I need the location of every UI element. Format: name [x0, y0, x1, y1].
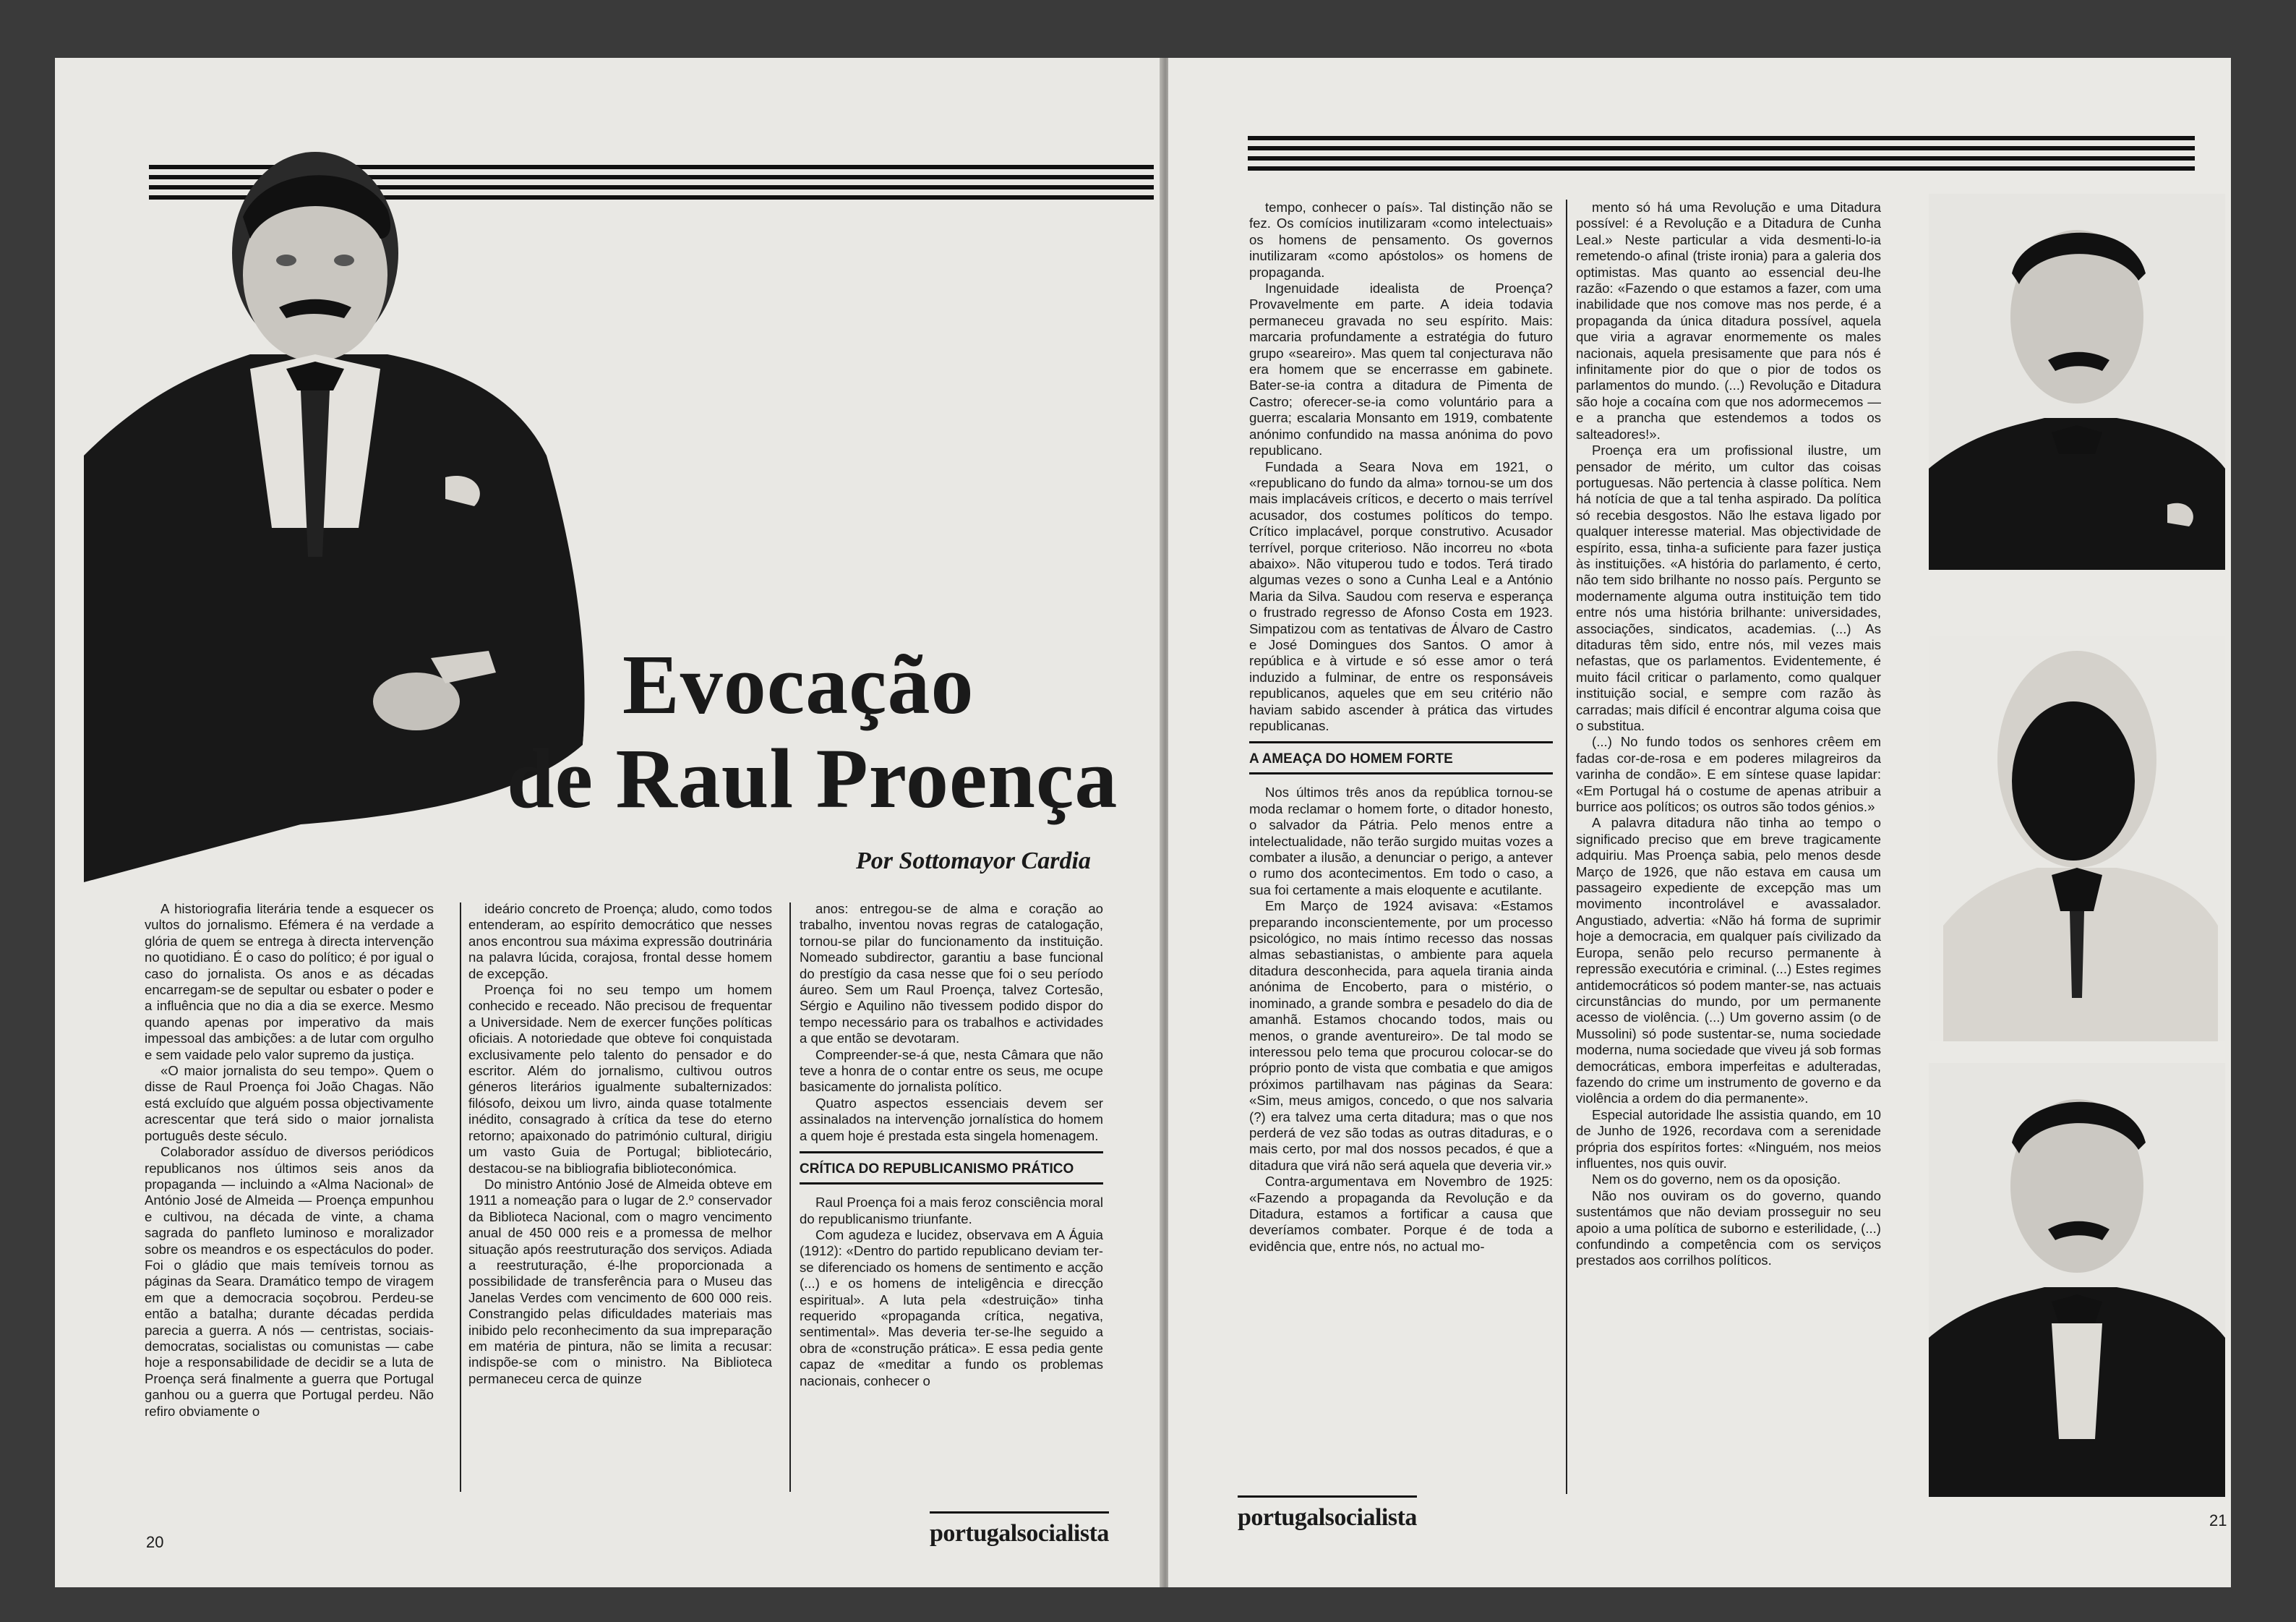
- paragraph: «O maior jornalista do seu tempo». Quem o disse de Raul Proença foi João Chagas. Não está excluído que alguém possa objectivamente acrescentar que terá sido o maior jornalista português deste século.: [145, 1063, 434, 1143]
- portrait-photo-negative: [1929, 636, 2225, 1041]
- paragraph: tempo, conhecer o país». Tal distinção não se fez. Os comícios inutilizaram «como intelectuais» os homens de pensamento. Os governos inutilizaram «como apóstolos» os homens de propaganda.: [1249, 200, 1553, 280]
- portrait-photo-bottom: [1929, 1063, 2225, 1497]
- paragraph: Proença era um profissional ilustre, um pensador de mérito, um cultor das coisas portuguesas. Não pertencia à classe política. Nem há notícia de que a tal tenha aspirado. Da política só recebia desgostos. Não lhe estava ligado por qualquer interesse material. Mas objectividade de espírito, essa, tinha-a suficiente para fazer justiça às instituições. «A história do parlamento, é certo, não tem sido brilhante no nosso país. Pergunto se modernamente alguma outra instituição tem tido entre nós uma história brilhante: universidades, associações, sindicatos, academias. (...) As ditaduras têm sido, entre nós, mil vezes mais nefastas, que os parlamentos. Evidentemente, é muito fácil criticar o parlamento, como qualquer instituição social, e sempre com razão às carradas; mais difícil é encontrar alguma coisa que o substitua.: [1576, 443, 1881, 733]
- page-number: 21: [2209, 1511, 2227, 1529]
- paragraph: A palavra ditadura não tinha ao tempo o significado preciso que em breve tragicamente adquiriu. Mas Proença sabia, pelo menos desde Março de 1926, que não estava em causa um passageiro expediente de excepção mas um movimento incontrolável e avassalador. Angustiado, advertia: «Não há forma de suprimir hoje a democracia, em qualquer país civilizado da Europa, senão pelo recurso permanente à repressão executória e criminal. (...) Estes regimes antidemocráticos só podem manter-se, nas actuais circunstâncias do mundo, por um permanente acesso de violência. (...) Um governo assim (o de Mussolini) só pode sustentar-se, numa sociedade moderna, numa sociedade que viveu já sob formas democráticas, embora imperfeitas e adulteradas, fazendo do crime um instrumento de governo e da violência a ordem do dia permanente».: [1576, 815, 1881, 1106]
- paragraph: (...) No fundo todos os senhores crêem em fadas cor-de-rosa e em poderes milagreiros da varinha de condão». E em síntese quase lapidar: «Em Portugal há o costume de apenas atribuir a burrice aos políticos; os outros são todos génios.»: [1576, 734, 1881, 815]
- paragraph: Ingenuidade idealista de Proença? Provavelmente em parte. A ideia todavia permaneceu gravada no seu espírito. Mais: marcaria profundamente a estratégia do futuro grupo «seareiro». Mas quem tal conjecturava não era homem que se encerrasse em gabinete. Bater-se-ia contra a ditadura de Pimenta de Castro; oferecer-se-ia como voluntário para a guerra; escalaria Monsanto em 1919, combatente anónimo confundido na massa anónima do povo republicano.: [1249, 281, 1553, 458]
- paragraph: Fundada a Seara Nova em 1921, o «republicano do fundo da alma» tornou-se um dos mais implacáveis críticos, e decerto o mais terrível acusador, dos costumes políticos do tempo. Crítico implacável, porque construtivo. Acusador terrível, porque criterioso. Não incorreu no «bota abaixo». Não vituperou tudo e todos. Terá tirado algumas vezes o sono a Cunha Leal e a António Maria da Silva. Saudou com reserva e esperança o frustrado regresso de Afonso Costa em 1923. Simpatizou com as tentativas de Álvaro de Castro e José Domingues dos Santos. O amor à república e à virtude e só esse amor o terá induzido a fulminar, de entre os responsáveis republicanos, aqueles que em seu critério não haviam sabido ascender à prática das virtudes republicanas.: [1249, 458, 1553, 733]
- column-divider: [789, 902, 791, 1492]
- paragraph: Especial autoridade lhe assistia quando, em 10 de Junho de 1926, recordava com a serenidade própria dos espíritos fortes: «Ninguém, nos meios influentes, nos quis ouvir.: [1576, 1106, 1881, 1171]
- article-title-line1: Evocação: [622, 637, 974, 732]
- paragraph: Quatro aspectos essenciais devem ser assinalados na intervenção jornalística do homem a quem hoje é prestada esta singela homenagem.: [800, 1095, 1103, 1143]
- article-byline: Por Sottomayor Cardia: [856, 848, 1091, 874]
- paragraph: Colaborador assíduo de diversos periódicos republicanos nos últimos seis anos da propaganda — incluindo a «Alma Nacional» de António José de Almeida — Proença empunhou e cultivou, na década de vinte, a chama sagrada do panfleto luminoso e moralizador sobre os meandros e os espectáculos do poder. Foi o gládio que mais temíveis tornou as páginas da Seara. Dramático tempo de viragem em que a democracia soçobrou. Perdeu-se então a batalha; durante décadas perdida parecia a guerra. A nós — centristas, sociais-democratas, socialistas ou comunistas — cabe hoje a responsabilidade de decidir se a luta de Proença será finalmente a guerra que Portugal ganhou ou a guerra que Portugal perdeu. Não refiro obviamente o: [145, 1144, 434, 1419]
- section-heading: CRÍTICA DO REPUBLICANISMO PRÁTICO: [800, 1151, 1103, 1185]
- paragraph: Proença foi no seu tempo um homem conhecido e receado. Não precisou de frequentar a Universidade. Nem de exercer funções políticas oficiais. A notoriedade que obteve foi conquistada exclusivamente pelo talento do pensador e do escritor. Além do jornalismo, cultivou outros géneros literários igualmente subalternizados: filósofo, deixou um livro, ainda quase totalmente inédito, consagrado à crítica da tese do eterno retorno; apaixonado do património cultural, dirigiu um vasto Guia de Portugal; bibliotecário, destacou-se na bibliografia biblioteconómica.: [468, 982, 772, 1176]
- decorative-rules: [1248, 136, 2195, 171]
- magazine-spread: [55, 58, 2231, 1587]
- paragraph: mento só há uma Revolução e uma Ditadura possível: é a Revolução e a Ditadura de Cunha Leal.» Neste particular a vida desmenti-lo-ia remetendo-o afinal (triste ironia) para a galeria dos optimistas. Mas quanto ao essencial deu-lhe razão: «Fazendo o que estamos a fazer, com uma inabilidade que nos comove mas nos perde, é a propaganda da única ditadura possível, aquela que viria a agravar enormemente os males nacionais, aquela presisamente que para nós é infinitamente pior do que o pior de todos os parlamentos do mundo. (...) Revolução e Ditadura são hoje a cocaína com que nos adormecemos — e a prancha que estendemos a todos os salteadores!».: [1576, 200, 1881, 442]
- paragraph: ideário concreto de Proença; aludo, como todos entenderam, ao espírito democrático que nesses anos encontrou sua máxima expressão doutrinária na palavra lúcida, corajosa, frontal desse homem de excepção.: [468, 901, 772, 981]
- paragraph: Em Março de 1924 avisava: «Estamos preparando inconscientemente, por um processo psicológico, no mais íntimo recesso das nossas almas sebastianistas, o ambiente para aquela ditadura desconhecida, para aquela tirania ainda anónima de Encoberto, para o mistério, o inominado, a grande sombra e pesadelo do dia de amanhã. Estamos chocando todos, mais ou menos, o grande aventureiro». De tal modo se interessou pelo tema que procurou colocar-se do próprio ponto de vista que combatia e que amigos próximos partilhavam nas páginas da Seara: «Sim, meus amigos, concedo, o que nos salvaria (?) era talvez uma certa ditadura; mas o que nos perderá de vez são todas as outras ditaduras, e o mais certo, por mal dos nossos pecados, é que a ditadura que virá não será aquela que deveria vir.»: [1249, 898, 1553, 1173]
- portrait-photo-top: [1929, 194, 2225, 570]
- paragraph: Com agudeza e lucidez, observava em A Águia (1912): «Dentro do partido republicano deviam ter-se diferenciado os homens de sentimento e acção (...) e os homens de inteligência e direcção espiritual». A luta pela «destruição» tinha requerido «propaganda crítica, negativa, sentimental». Mas deveria ter-se-lhe seguido a obra de «construção prática». E essa pedia gente capaz de «meditar a fundo os problemas nacionais, conhecer o: [800, 1226, 1103, 1388]
- column-divider: [460, 902, 461, 1492]
- column-divider: [1566, 200, 1567, 1494]
- paragraph: Raul Proença foi a mais feroz consciência moral do republicanismo triunfante.: [800, 1195, 1103, 1226]
- paragraph: A historiografia literária tende a esquecer os vultos do jornalismo. Efémera é na verdade a glória de quem se entrega à directa intervenção no quotidiano. É o caso do político; é por igual o caso do jornalista. Os anos e as décadas encarregam-se de sepultar ou esbater o poder e a influência que no dia a dia se exerce. Mesmo quando apenas por imperativo da mais impessoal das ambições: a de lutar com orgulho e sem vaidade pelo valor supremo da justiça.: [145, 901, 434, 1062]
- masthead: portugalsocialista: [1238, 1504, 1417, 1531]
- paragraph: Compreender-se-á que, nesta Câmara que não teve a honra de o contar entre os seus, me ocupe basicamente do jornalista político.: [800, 1046, 1103, 1095]
- right-column-2: [1576, 200, 1881, 1269]
- paragraph: anos: entregou-se de alma e coração ao trabalho, inventou novas regras de catalogação, tornou-se pilar do funcionamento da instituição. Nomeado subdirector, garantiu a base funcional do prestígio da casa nesse que foi o seu período áureo. Sem um Raul Proença, talvez Cortesão, Sérgio e Aquilino não tivessem podido dispor do tempo necessário para os trabalhos e actividades a que então se devotaram.: [800, 901, 1103, 1046]
- paragraph: Nem os do governo, nem os da oposição.: [1592, 1171, 1841, 1187]
- masthead: portugalsocialista: [930, 1520, 1109, 1547]
- left-column-1: [145, 901, 434, 1420]
- left-column-3: [800, 901, 1103, 1389]
- left-page: [55, 58, 1162, 1587]
- paragraph: Não nos ouviram os do governo, quando sustentámos que não deviam prosseguir no seu apoio a uma política de suborno e esterilidade, (...) confundindo a competência com os serviços prestados aos corrilhos políticos.: [1576, 1187, 1881, 1268]
- paragraph: Nos últimos três anos da república tornou-se moda reclamar o homem forte, o ditador honesto, o salvador da Pátria. Pelo menos entre a intelectualidade, não terão surgido muitas vozes a combater a ilusão, a denunciar o perigo, a antever o rumo dos acontecimentos. Em todo o caso, a sua foi certamente a mais eloquente e acutilante.: [1249, 785, 1553, 897]
- left-column-2: [468, 901, 772, 1387]
- section-heading: A AMEAÇA DO HOMEM FORTE: [1249, 741, 1553, 774]
- paragraph: Do ministro António José de Almeida obteve em 1911 a nomeação para o lugar de 2.º conservador da Biblioteca Nacional, com o magro vencimento anual de 450 000 reis e a promessa de melhor situação após reestruturação dos serviços. Adiada a reestruturação, é-lhe proporcionada a possibilidade de transferência para o Museu das Janelas Verdes com vencimento de 600 000 reis. Constrangido pelas dificuldades materiais mas inibido pelo reconhecimento da sua impreparação em matéria de pintura, não se limita a recusar: indispõe-se com o ministro. Na Biblioteca permaneceu cerca de quinze: [468, 1176, 772, 1386]
- page-number: 20: [146, 1533, 164, 1551]
- article-title-line2: de Raul Proença: [507, 731, 1118, 826]
- right-page: [1168, 58, 2231, 1587]
- paragraph: Contra-argumentava em Novembro de 1925: «Fazendo a propaganda da Revolução e da Ditadura, estamos a fortificar a causa que deveríamos combater. Porque é de toda a evidência que, entre nós, no actual mo-: [1249, 1174, 1553, 1254]
- right-column-1: [1249, 200, 1553, 1255]
